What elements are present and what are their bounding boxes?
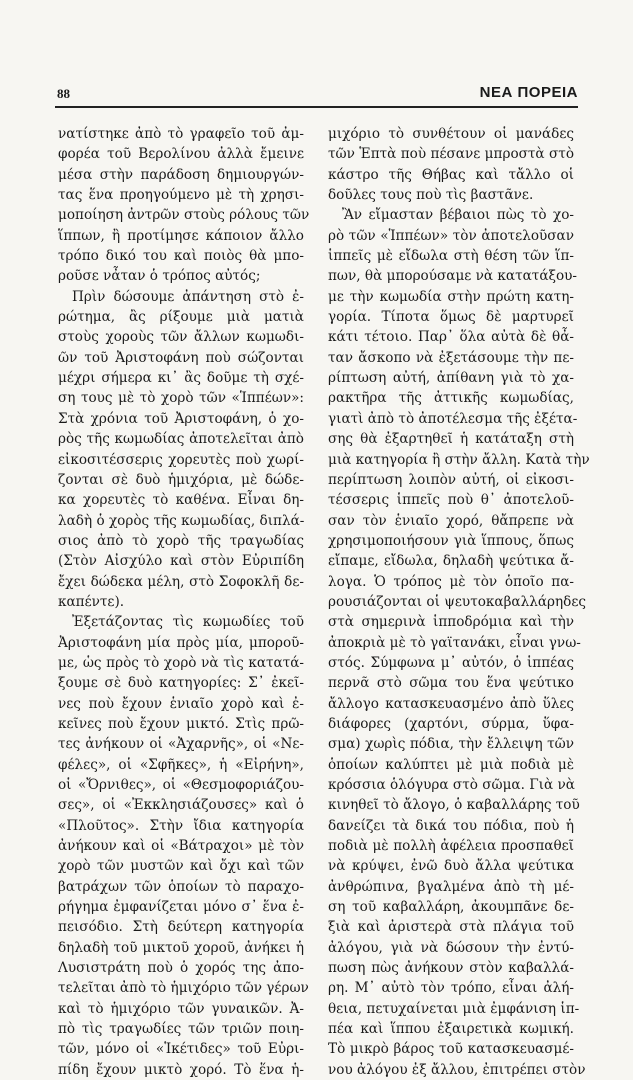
- text-line: Τὸ μικρὸ βάρος τοῦ κατασκευασμέ-: [328, 1041, 574, 1058]
- text-line: σης θὰ ἐξαρτηθεῖ ἡ κατάταξη στὴ: [328, 431, 574, 448]
- text-line: ἔχει δώδεκα μέλη, στὸ Σοφοκλῆ δε-: [58, 573, 304, 590]
- page-number: 88: [57, 86, 70, 101]
- text-line: ξουμε σὲ δυὸ κατηγορίες: Σ᾿ ἐκεῖ-: [58, 675, 304, 692]
- text-line: Ἐξετάζοντας τὶς κωμωδίες τοῦ: [72, 614, 304, 631]
- text-line: ἀποκριὰ μὲ τὸ γαϊτανάκι, εἶναι γνω-: [328, 634, 581, 651]
- text-line: ἀλόγου, γιὰ νὰ δώσουν τὴν ἐντύ-: [328, 939, 574, 956]
- text-line: ρήγημα ἐμφανίζεται μόνο σ᾿ ἕνα ἐ-: [58, 899, 304, 916]
- text-line: μιὰ κατηγορία ἢ στὴν ἄλλη. Κατὰ τὴν: [328, 451, 590, 468]
- text-line: τῶν, μόνο οἱ «Ἱκέτιδες» τοῦ Εὐρι-: [58, 1041, 304, 1058]
- text-line: κα χορευτὲς τὸ καθένα. Εἶναι δη-: [58, 492, 304, 509]
- text-line: σες», οἱ «Ἐκκλησιάζουσες» καὶ ὁ: [58, 797, 304, 814]
- text-line: καπέντε).: [58, 593, 125, 610]
- text-line: κινηθεῖ τὸ ἄλογο, ὁ καβαλλάρης τοῦ: [328, 797, 580, 814]
- text-line: λογα. Ὁ τρόπος μὲ τὸν ὁποῖο πα-: [328, 573, 574, 590]
- text-line: πίδη ἔχουν μικτὸ χορό. Τὸ ἕνα ἡ-: [58, 1061, 304, 1078]
- text-line: κρόσσια ὁλόγυρα στὸ σῶμα. Γιὰ νὰ: [328, 777, 575, 793]
- text-line: χορὸ τῶν μυστῶν καὶ ὄχι καὶ τῶν: [58, 858, 304, 875]
- text-line: ρὸ τῶν «Ἱππέων» τὸν ἀποτελοῦσαν: [328, 227, 574, 244]
- text-line: βατράχων τῶν ὁποίων τὸ παραχο-: [58, 878, 304, 895]
- text-line: φέλες», οἱ «Σφῆκες», ἡ «Εἰρήνη»,: [58, 756, 304, 773]
- text-line: ρουσιάζονται οἱ ψευτοκαβαλλάρηδες: [328, 593, 587, 610]
- text-line: νες ποὺ ἔχουν ἑνιαῖο χορὸ καὶ ἐ-: [58, 695, 304, 712]
- text-line: ροῦσε νἆταν ὁ τρόπος αὐτός;: [58, 268, 261, 285]
- text-line: περνᾶ στὸ σῶμα του ἕνα ψεύτικο: [328, 675, 574, 692]
- text-line: ση τοῦ καβαλλάρη, ἀκουμπᾶνε δε-: [328, 899, 574, 916]
- text-line: «Πλοῦτος». Στὴν ἴδια κατηγορία: [58, 817, 304, 834]
- text-line: με τὴν κωμωδία στὴν πρώτη κατη-: [328, 288, 574, 305]
- text-line: εἴπαμε, εἴδωλα, δηλαδὴ ψεύτικα ἄ-: [328, 553, 574, 570]
- text-line: σμα) χωρὶς πόδια, τὴν ἔλλειψη τῶν: [328, 736, 574, 753]
- text-line: Λυσιστράτη ποὺ ὁ χορός της ἀπο-: [58, 960, 304, 977]
- text-line: φορέα τοῦ Βερολίνου ἀλλὰ ἔμεινε: [58, 146, 304, 163]
- text-line: τες ἀνήκουν οἱ «Ἀχαρνῆς», οἱ «Νε-: [58, 736, 304, 753]
- text-line: ρὸς τῆς κωμωδίας ἀποτελεῖται ἀπὸ: [58, 431, 304, 448]
- text-line: μέσα στὴν παράδοση δημιουργών-: [58, 166, 304, 183]
- text-line: ρη. Μ᾿ αὐτὸ τὸν τρόπο, εἶναι ἀλή-: [328, 980, 574, 997]
- text-line: γιατὶ ἀπὸ τὸ ἀποτέλεσμα τῆς ἐξέτα-: [328, 410, 578, 427]
- running-title: ΝΕΑ ΠΟΡΕΙΑ: [479, 84, 578, 101]
- text-line: τας ἕνα προηγούμενο μὲ τὴ χρησι-: [58, 187, 304, 204]
- text-line: μιχόριο τὸ συνθέτουν οἱ μανάδες: [328, 126, 574, 142]
- text-line: μοποίηση ἀντρῶν στοὺς ρόλους τῶν: [58, 207, 310, 224]
- text-line: νὰ κρύψει, ἐνῶ δυὸ ἄλλα ψεύτικα: [328, 858, 574, 875]
- text-line: Ἀριστοφάνη μία πρὸς μία, μποροῦ-: [58, 634, 304, 651]
- text-line: ἄλλογο κατασκευασμένο ἀπὸ ὕλες: [328, 695, 574, 712]
- text-line: δοῦλες τους ποὺ τὶς βαστᾶνε.: [328, 187, 534, 204]
- text-line: πὸ τὶς τραγωδίες τῶν τριῶν ποιη-: [58, 1021, 304, 1038]
- text-line: ξιὰ καὶ ἀριστερὰ στὰ πλάγια τοῦ: [328, 919, 574, 936]
- text-line: ὁποίων καλύπτει μὲ μιὰ ποδιὰ μὲ: [328, 756, 574, 773]
- text-line: ρώτημα, ἂς ρίξουμε μιὰ ματιὰ: [58, 309, 304, 326]
- text-line: ἀνήκουν καὶ οἱ «Βάτραχοι» μὲ τὸν: [58, 838, 304, 855]
- text-line: πωση πὼς ἀνήκουν στὸν καβαλλά-: [328, 960, 574, 977]
- text-line: στὰ σημερινὰ ἱπποδρόμια καὶ τὴν: [328, 614, 574, 631]
- text-line: θεια, πετυχαίνεται μιὰ ἐμφάνιση ἱπ-: [328, 1000, 580, 1017]
- text-line: σιος ἀπὸ τὸ χορὸ τῆς τραγωδίας: [58, 532, 304, 549]
- text-line: ζονται σὲ δυὸ ἡμιχόρια, μὲ δώδε-: [58, 471, 304, 488]
- text-line: δανείζει τὰ δικά του πόδια, ποὺ ἡ: [328, 817, 574, 834]
- text-line: δηλαδὴ τοῦ μικτοῦ χοροῦ, ἀνήκει ἡ: [58, 939, 304, 956]
- text-line: καὶ τὸ ἡμιχόριο τῶν γυναικῶν. Ἀ-: [58, 1000, 304, 1017]
- right-column: [328, 124, 590, 1080]
- text-line: ρακτῆρα τῆς ἀττικῆς κωμωδίας,: [328, 390, 574, 407]
- text-line: πων, θὰ μπορούσαμε νὰ κατατάξου-: [328, 268, 578, 285]
- text-line: (Στὸν Αἰσχύλο καὶ στὸν Εὐριπίδη: [58, 553, 304, 570]
- text-line: νατίστηκε ἀπὸ τὸ γραφεῖο τοῦ ἀμ-: [58, 126, 304, 142]
- text-line: κάστρο τῆς Θήβας καὶ τἄλλο οἱ: [328, 166, 574, 183]
- text-line: διάφορες (χαρτόνι, σύρμα, ὕφα-: [328, 715, 574, 732]
- text-line: λαδὴ ὁ χορὸς τῆς κωμωδίας, διπλά-: [58, 512, 305, 529]
- text-line: πεισόδιο. Στὴ δεύτερη κατηγορία: [58, 919, 304, 936]
- text-line: εἰκοσιτέσσερις χορευτὲς ποὺ χωρί-: [58, 451, 304, 468]
- text-line: ἀνθρώπινα, βγαλμένα ἀπὸ τὴ μέ-: [328, 878, 574, 895]
- text-line: ἵππων, ἢ προτίμησε κάποιον ἄλλο: [58, 227, 304, 244]
- text-line: με, ὡς πρὸς τὸ χορὸ νὰ τὶς κατατά-: [58, 654, 304, 671]
- text-line: νου ἀλόγου ἐξ ἄλλου, ἐπιτρέπει στὸν: [328, 1061, 586, 1078]
- text-line: κεῖνες ποὺ ἔχουν μικτό. Στὶς πρῶ-: [58, 715, 304, 732]
- text-line: ἱππεῖς μὲ εἴδωλα στὴ θέση τῶν ἵπ-: [328, 248, 574, 265]
- text-line: σαν τὸν ἑνιαῖο χορό, θἄπρεπε νὰ: [328, 512, 574, 529]
- text-line: τέσσερις ἱππεῖς ποὺ θ᾿ ἀποτελοῦ-: [328, 492, 574, 509]
- text-line: πέα καὶ ἵππου ἐξαιρετικὰ κωμική.: [328, 1021, 574, 1038]
- text-line: τρόπο δικό του καὶ ποιὸς θὰ μπο-: [58, 248, 304, 265]
- text-line: Στὰ χρόνια τοῦ Ἀριστοφάνη, ὁ χο-: [58, 410, 304, 427]
- text-line: τελεῖται ἀπὸ τὸ ἡμιχόριο τῶν γέρων: [58, 980, 309, 997]
- text-line: χρησιμοποιήσουν γιὰ ἵππους, ὅπως: [328, 532, 574, 549]
- text-line: Πρὶν δώσουμε ἀπάντηση στὸ ἐ-: [72, 288, 304, 305]
- left-column: [58, 124, 310, 1080]
- text-line: μέχρι σήμερα κι᾿ ἂς δοῦμε τὴ σχέ-: [58, 370, 304, 387]
- text-line: ση τους μὲ τὸ χορὸ τῶν «Ἱππέων»:: [58, 390, 304, 407]
- text-line: κάτι τέτοιο. Παρ᾿ ὅλα αὐτὰ δὲ θἆ-: [328, 329, 574, 346]
- text-line: στός. Σύμφωνα μ᾿ αὐτόν, ὁ ἱππέας: [328, 654, 574, 671]
- text-line: ποδιὰ μὲ πολλὴ ἀφέλεια προσπαθεῖ: [328, 838, 574, 855]
- text-line: γορία. Τίποτα ὅμως δὲ μαρτυρεῖ: [328, 309, 574, 326]
- text-line: οἱ «Ὄρνιθες», οἱ «Θεσμοφοριάζου-: [58, 777, 304, 793]
- header-rule: [55, 106, 578, 108]
- text-line: ῶν τοῦ Ἀριστοφάνη ποὺ σώζονται: [58, 349, 304, 366]
- text-line: ρίπτωση αὐτή, ἀπίθανη γιὰ τὸ χα-: [328, 370, 574, 387]
- text-line: στοὺς χοροὺς τῶν ἄλλων κωμωδι-: [58, 329, 304, 346]
- text-line: Ἂν εἴμασταν βέβαιοι πὼς τὸ χο-: [342, 207, 574, 224]
- text-line: τῶν Ἑπτὰ ποὺ πέσανε μπροστὰ στὸ: [328, 146, 574, 163]
- text-line: περίπτωση λοιπὸν αὐτή, οἱ εἰκοσι-: [328, 471, 574, 488]
- text-line: ταν ἄσκοπο νὰ ἐξετάσουμε τὴν πε-: [328, 349, 574, 366]
